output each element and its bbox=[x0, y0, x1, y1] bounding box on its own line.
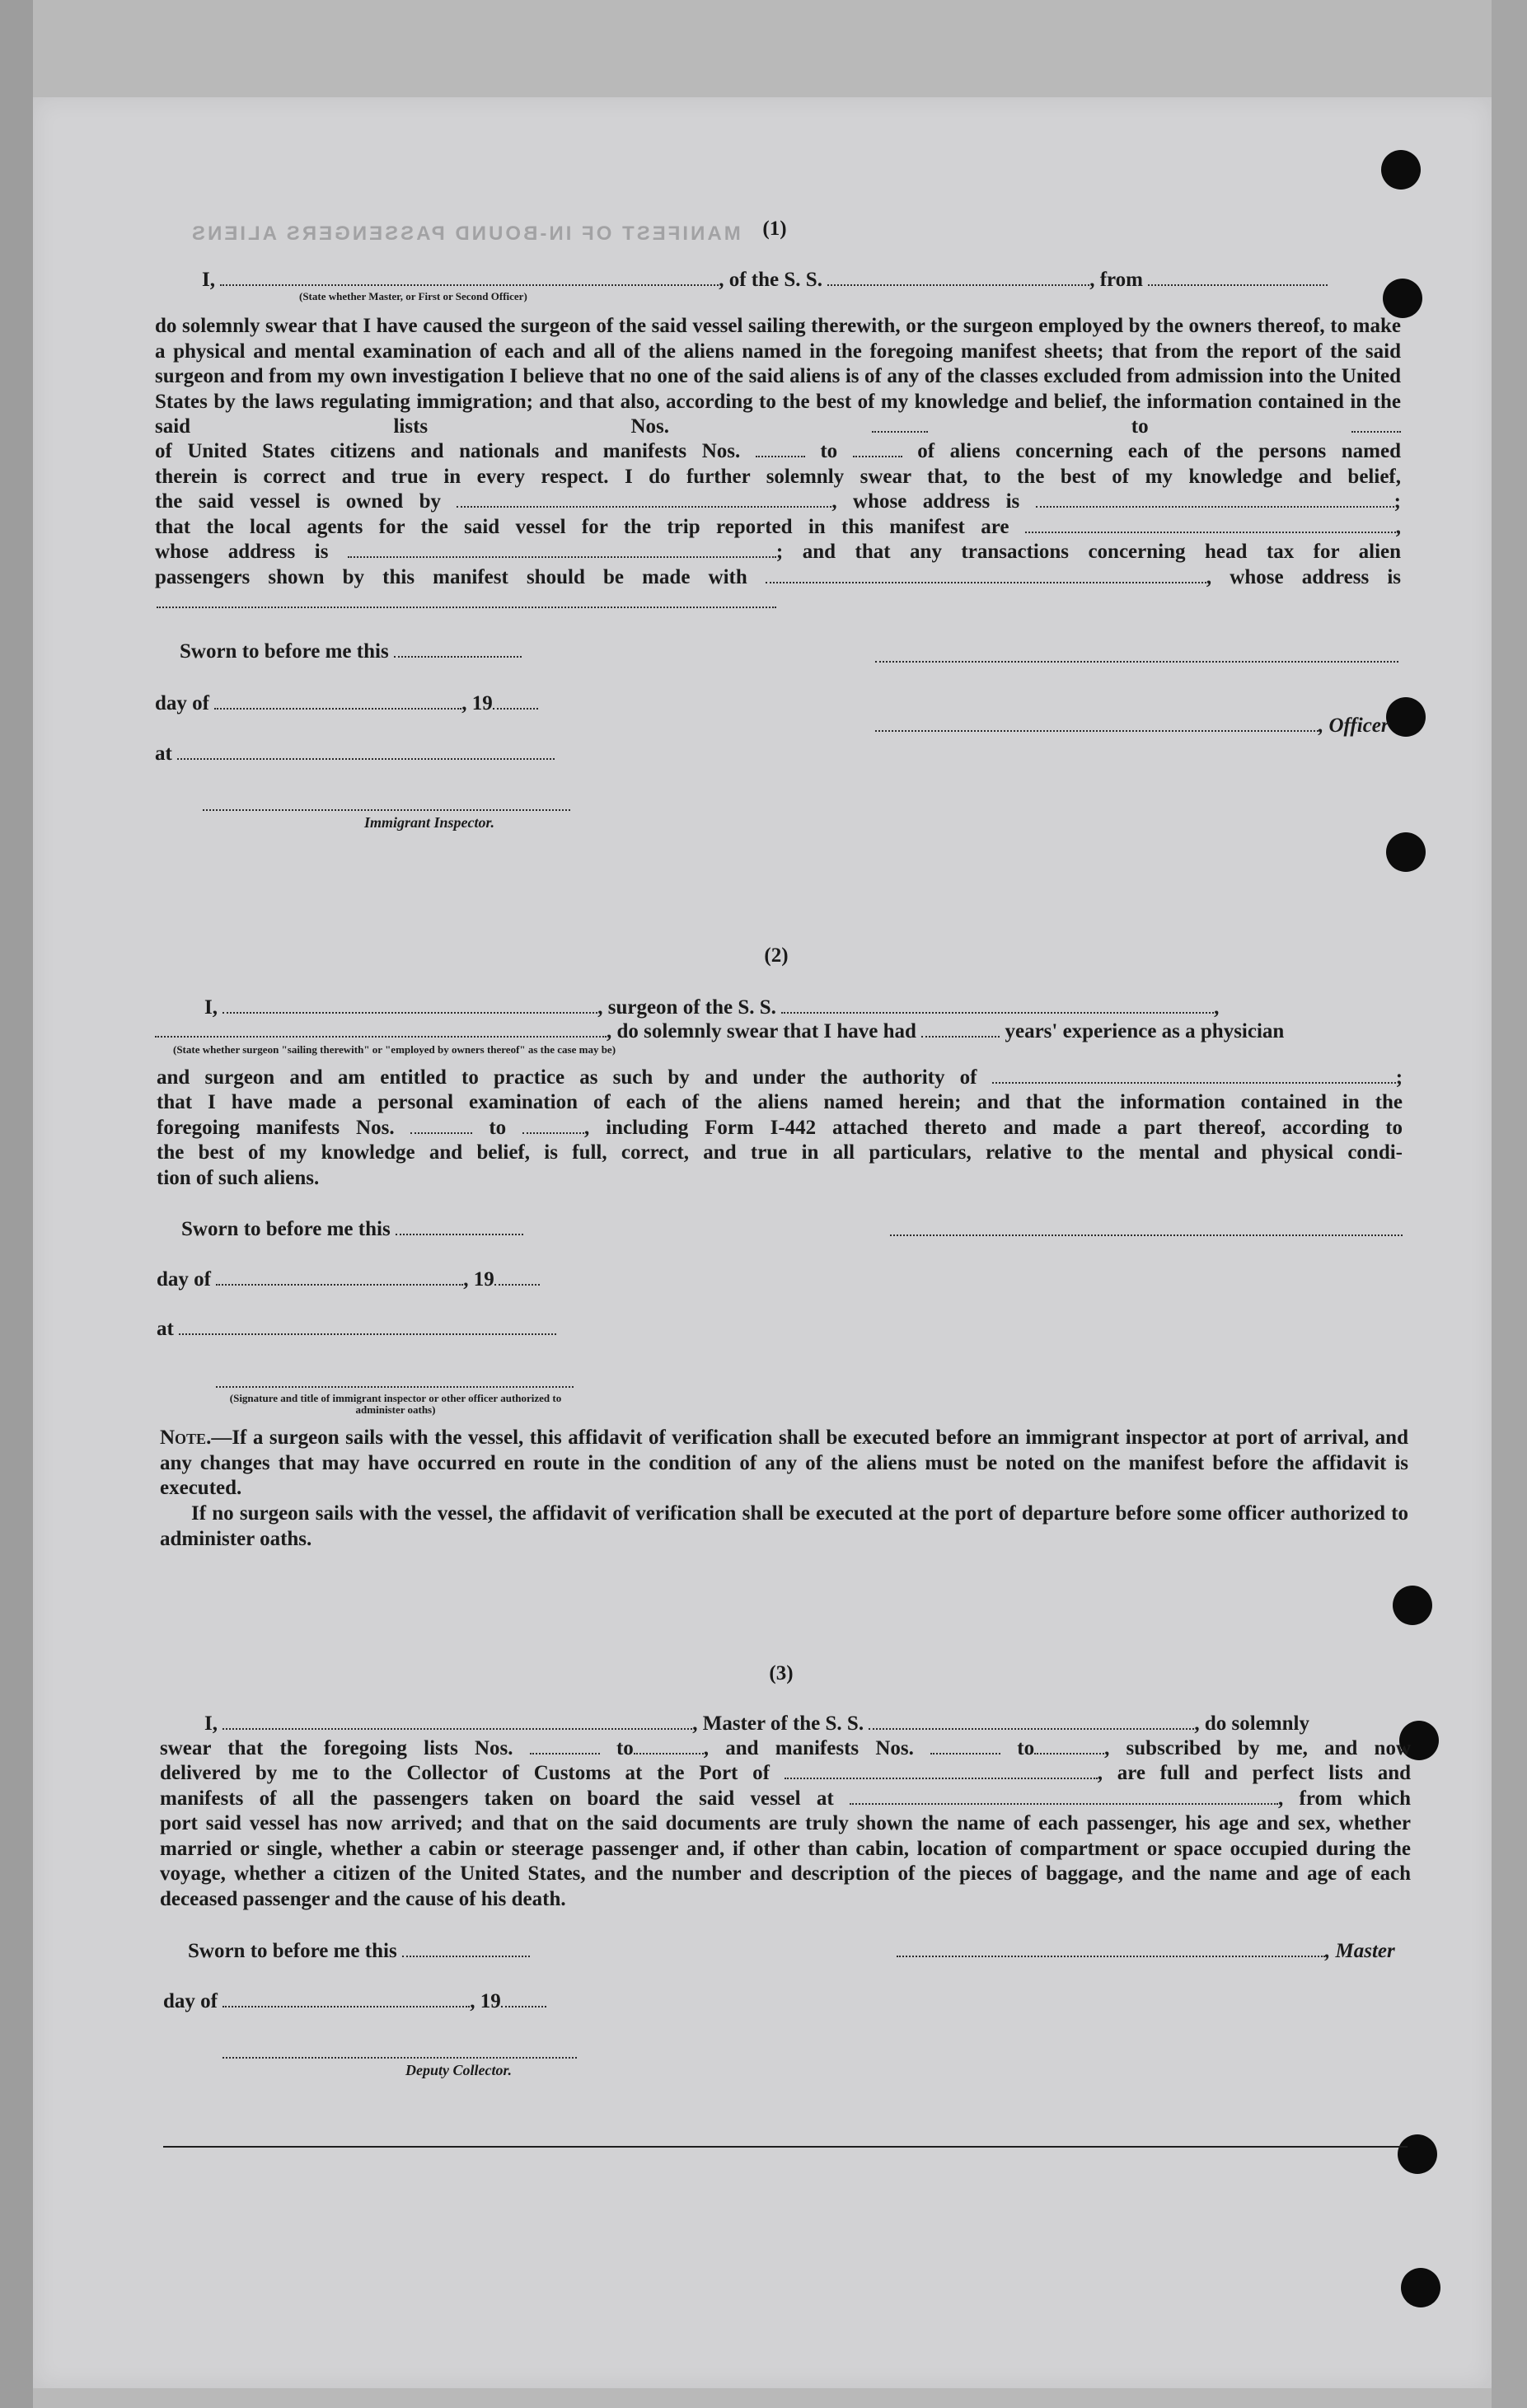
text: , from bbox=[1089, 269, 1143, 291]
punch-hole bbox=[1381, 150, 1421, 190]
sec2-line-belief: the best of my knowledge and belief, is full, correct, and true in all particulars, relative to the mental and physical condi- bbox=[157, 1141, 1403, 1164]
blank-year bbox=[501, 1991, 546, 2007]
sec3-day-of bbox=[163, 1989, 546, 2014]
text: , 19 bbox=[470, 1990, 501, 2012]
blank-officer-title bbox=[875, 715, 1319, 732]
blank-owner-address bbox=[1036, 491, 1394, 508]
sec1-line-1 bbox=[202, 268, 1328, 293]
sec1-line-headtax bbox=[155, 565, 1401, 591]
sec3-line-3 bbox=[160, 1761, 1411, 1787]
sec2-sworn bbox=[181, 1217, 523, 1242]
blank-lists-to bbox=[634, 1738, 704, 1754]
blank-inspector-signature bbox=[203, 808, 570, 811]
text: to bbox=[820, 440, 838, 462]
blank-month bbox=[214, 693, 461, 710]
sec3-master-signature bbox=[897, 1939, 1395, 1964]
blank-headtax-address bbox=[157, 605, 776, 608]
blank-port bbox=[785, 1763, 1098, 1779]
blank-vessel-name bbox=[827, 269, 1089, 286]
blank-officer-name bbox=[220, 269, 719, 286]
blank-manifests-from bbox=[930, 1738, 1000, 1754]
text: at bbox=[155, 743, 172, 765]
text: that the local agents for the said vessel for the trip reported in this manifest are bbox=[155, 516, 1009, 538]
text: the said vessel is owned by bbox=[155, 490, 441, 513]
punch-hole bbox=[1383, 279, 1422, 318]
blank-year bbox=[494, 1269, 540, 1286]
sec1-line-citizens bbox=[155, 439, 1401, 465]
blank-month bbox=[216, 1269, 463, 1286]
text: foregoing manifests Nos. bbox=[157, 1117, 395, 1139]
text: and surgeon and am entitled to practice as such by and under the authority of bbox=[157, 1066, 977, 1089]
sec1-at bbox=[155, 742, 555, 766]
blank-officer-signature bbox=[875, 659, 1398, 663]
signature-title-note: (Signature and title of immigrant inspector or other officer authorized to administer oaths) bbox=[229, 1392, 562, 1416]
text: passengers shown by this manifest should be made with bbox=[155, 566, 747, 588]
sec2-note bbox=[160, 1426, 1408, 1501]
section-3-number: (3) bbox=[769, 1662, 794, 1684]
blank-authority bbox=[992, 1067, 1396, 1084]
sec2-at bbox=[157, 1317, 556, 1342]
text: , whose address is bbox=[831, 490, 1020, 513]
text: , from which bbox=[1277, 1787, 1412, 1810]
text: ; bbox=[1395, 1066, 1403, 1089]
blank-month bbox=[222, 1991, 470, 2007]
note-surgeon-type: (State whether surgeon "sailing therewith" or "employed by owners thereof" as the case may be) bbox=[173, 1043, 616, 1056]
bottom-rule bbox=[163, 2146, 1408, 2148]
text: , surgeon of the S. S. bbox=[597, 996, 776, 1019]
sec1-line-agent-address bbox=[155, 540, 1401, 565]
sec1-paragraph bbox=[155, 314, 1401, 440]
text: , Master of the S. S. bbox=[692, 1712, 864, 1735]
blank-surgeon-capacity bbox=[155, 1021, 607, 1038]
blank-master-signature bbox=[897, 1941, 1325, 1957]
sec1-line-correct: therein is correct and true in every respect. I do further solemnly swear that, to the best of my knowledge and belief, bbox=[155, 466, 1401, 488]
text: , 19 bbox=[463, 1268, 494, 1291]
blank-master-vessel bbox=[869, 1713, 1194, 1730]
text: I, bbox=[204, 1712, 218, 1735]
blank-surgeon-name bbox=[222, 997, 597, 1014]
sec1-day-of bbox=[155, 691, 538, 716]
text: , bbox=[1214, 996, 1220, 1019]
section-2-number: (2) bbox=[764, 944, 789, 967]
text: at bbox=[157, 1318, 174, 1340]
text: ; bbox=[1394, 490, 1401, 513]
sec1-line-owned bbox=[155, 490, 1401, 515]
text: to bbox=[489, 1117, 507, 1139]
text: I, bbox=[204, 996, 218, 1019]
sec2-day-of bbox=[157, 1267, 540, 1292]
text: day of bbox=[155, 692, 209, 714]
blank-surgeon-vessel bbox=[781, 997, 1214, 1014]
text: , are full and perfect lists and bbox=[1097, 1762, 1412, 1784]
blank-departure-port bbox=[850, 1788, 1278, 1805]
blank-surgeon-signature bbox=[890, 1233, 1403, 1236]
blank-manifests-to bbox=[522, 1117, 584, 1134]
text: , do solemnly bbox=[1194, 1712, 1309, 1735]
text: , subscribed by me, and now bbox=[1104, 1737, 1411, 1759]
blank-years bbox=[921, 1021, 1000, 1038]
text: , of the S. S. bbox=[719, 269, 822, 291]
deputy-collector-label: Deputy Collector. bbox=[405, 2062, 512, 2078]
text: years' experience as a physician bbox=[1005, 1020, 1285, 1042]
text: ; and that any transactions concerning head tax for alien bbox=[775, 541, 1402, 563]
text: day of bbox=[157, 1268, 211, 1291]
sec2-line-authority bbox=[157, 1066, 1403, 1091]
sec2-line-exam: that I have made a personal examination of each of the aliens named herein; and that the information contained in the bbox=[157, 1091, 1403, 1113]
text: whose address is bbox=[155, 541, 329, 563]
punch-hole bbox=[1386, 832, 1426, 872]
blank-year bbox=[493, 693, 538, 710]
bleed-through-header: MANIFEST OF IN-BOUND PASSENGERS ALIENS bbox=[190, 223, 741, 245]
blank-lists-to bbox=[1351, 416, 1401, 433]
sec2-line-end: tion of such aliens. bbox=[157, 1167, 320, 1189]
blank-inspector-signature bbox=[216, 1384, 574, 1388]
punch-hole bbox=[1386, 697, 1426, 737]
blank-manifests-to bbox=[853, 441, 902, 457]
text: day of bbox=[163, 1990, 218, 2012]
scan-left-edge bbox=[0, 0, 33, 2408]
text: to bbox=[1131, 415, 1149, 438]
immigrant-inspector-label: Immigrant Inspector. bbox=[364, 814, 495, 831]
text: , do solemnly swear that I have had bbox=[607, 1020, 916, 1042]
blank-lists-from bbox=[530, 1738, 600, 1754]
blank-manifests-from bbox=[756, 441, 805, 457]
blank-master-name bbox=[222, 1713, 692, 1730]
text: , bbox=[1395, 516, 1402, 538]
punch-hole bbox=[1401, 2268, 1440, 2307]
text: swear that the foregoing lists Nos. bbox=[160, 1737, 513, 1759]
blank-agents bbox=[1025, 517, 1396, 533]
note-text: —If a surgeon sails with the vessel, this affidavit of verification shall be executed before an immigrant inspector at port of arrival, and any changes that may have occurred en route in the condition of any of the aliens must be noted on the manifest before the affidavit is executed. bbox=[160, 1427, 1408, 1499]
sec2-line-2 bbox=[155, 1019, 1284, 1044]
blank-sworn-date bbox=[402, 1941, 530, 1957]
blank-collector-signature bbox=[222, 2055, 577, 2059]
text: delivered by me to the Collector of Customs at the Port of bbox=[160, 1762, 770, 1784]
text: , 19 bbox=[461, 692, 493, 714]
text: , whose address is bbox=[1206, 566, 1401, 588]
text: manifests of all the passengers taken on board the said vessel at bbox=[160, 1787, 834, 1810]
section-1-number: (1) bbox=[762, 218, 787, 240]
note-master-or-officer: (State whether Master, or First or Second Officer) bbox=[299, 290, 527, 302]
note-label: Note. bbox=[160, 1427, 212, 1449]
text: to bbox=[616, 1737, 634, 1759]
sec2-line-1 bbox=[204, 996, 1219, 1020]
sec1-officer-title bbox=[875, 714, 1389, 738]
blank-agent-address bbox=[348, 541, 776, 558]
blank-headtax-party bbox=[766, 567, 1206, 583]
sec3-sworn bbox=[188, 1939, 530, 1964]
text: Sworn to before me this bbox=[188, 1940, 397, 1962]
blank-sworn-date bbox=[396, 1219, 523, 1235]
text: of United States citizens and nationals and manifests Nos. bbox=[155, 440, 741, 462]
sec3-line-2 bbox=[160, 1736, 1411, 1762]
text: If no surgeon sails with the vessel, the affidavit of verification shall be executed at the port of departure before some officer authorized to administer oaths. bbox=[160, 1502, 1408, 1550]
scan-right-edge bbox=[1492, 0, 1527, 2408]
blank-sworn-date bbox=[394, 641, 522, 658]
blank-lists-from bbox=[872, 416, 928, 433]
text: , including Form I-442 attached thereto and made a part thereof, according to bbox=[584, 1117, 1403, 1139]
text: , Master bbox=[1325, 1940, 1395, 1962]
blank-place bbox=[177, 743, 555, 760]
sec3-line-1 bbox=[204, 1712, 1309, 1736]
text: do solemnly swear that I have caused the surgeon of the said vessel sailing therewith, or the surgeon employed by the owners thereof, to make a physical and mental examination of each and all of the aliens named in the foregoing manifest sheets; that from the report of the said surgeon and from my own investigation I believe that no one of the said aliens is of any of the classes excluded from admission into the United States by the laws regulating immigration; and that also, according to the best of my knowledge and belief, the information contained in the said lists Nos. bbox=[155, 315, 1401, 438]
punch-hole bbox=[1398, 2134, 1437, 2174]
blank-manifests-to bbox=[1034, 1738, 1104, 1754]
blank-place bbox=[179, 1319, 556, 1335]
blank-manifests-from bbox=[410, 1117, 472, 1134]
text: of aliens concerning each of the persons named bbox=[917, 440, 1401, 462]
sec2-line-manifests bbox=[157, 1116, 1403, 1141]
sec2-note-2 bbox=[160, 1501, 1408, 1552]
sec1-sworn bbox=[180, 639, 522, 664]
text: Sworn to before me this bbox=[181, 1218, 391, 1240]
text: Sworn to before me this bbox=[180, 640, 389, 663]
text: I, bbox=[202, 269, 215, 291]
sec1-line-agents bbox=[155, 515, 1401, 541]
text: , and manifests Nos. bbox=[703, 1737, 914, 1759]
text: to bbox=[1017, 1737, 1035, 1759]
blank-owner bbox=[457, 491, 831, 508]
punch-hole bbox=[1393, 1586, 1432, 1625]
blank-from-port bbox=[1148, 269, 1328, 286]
sec3-paragraph: port said vessel has now arrived; and that on the said documents are truly shown the name of each passenger, his age and sex, whether married or single, whether a cabin or steerage passenger and, if other than cabin, location of compartment or space occupied during the voyage, whether a citizen of the United States, and the number and description of the pieces of baggage, and the name and age of each deceased passenger and the cause of his death. bbox=[160, 1812, 1411, 1910]
text: , Officer bbox=[1319, 714, 1389, 737]
sec3-line-4 bbox=[160, 1787, 1411, 1812]
